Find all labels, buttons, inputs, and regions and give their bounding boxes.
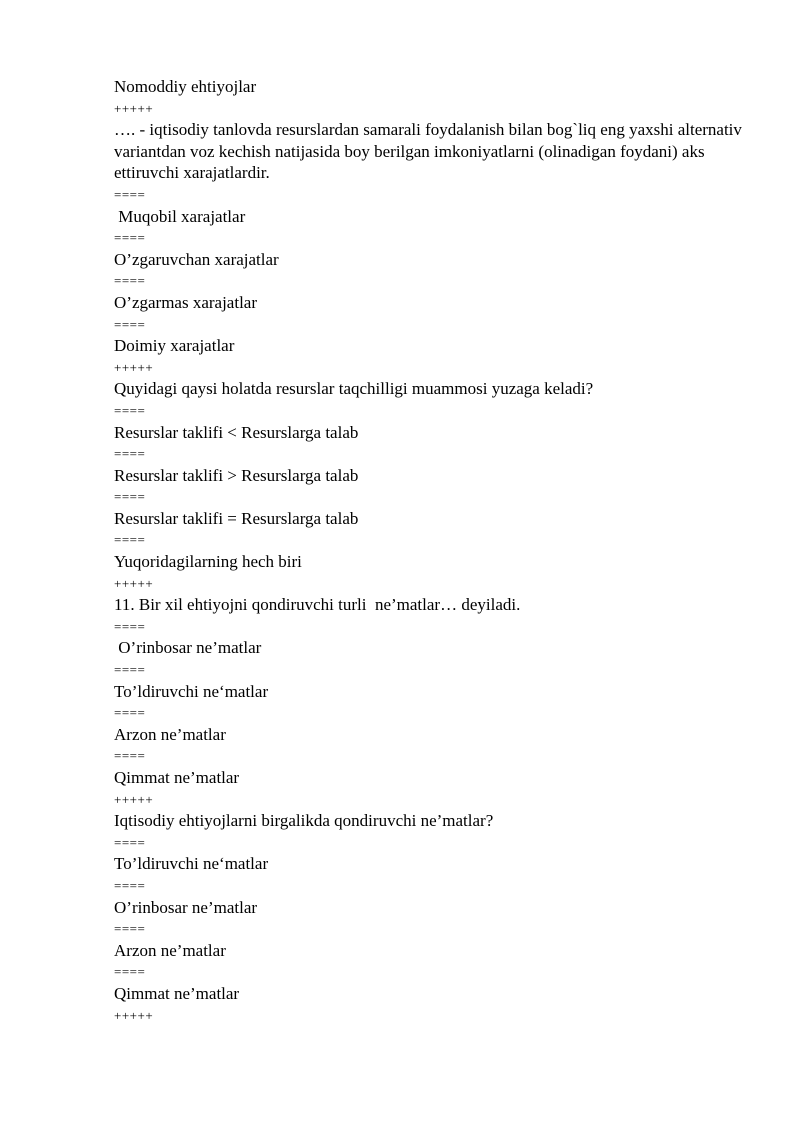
separator-line: ==== xyxy=(114,273,146,289)
separator-line: ==== xyxy=(114,834,146,850)
separator-line: +++++ xyxy=(114,1007,154,1023)
text-line: Iqtisodiy ehtiyojlarni birgalikda qondiruvchi ne’matlar? xyxy=(114,811,494,831)
separator-line: ==== xyxy=(114,532,146,548)
separator-line: ==== xyxy=(114,316,146,332)
separator-line: ==== xyxy=(114,877,146,893)
separator-line: +++++ xyxy=(114,791,154,807)
separator-line: ==== xyxy=(114,402,146,418)
text-line: Muqobil xarajatlar xyxy=(114,206,246,226)
document-page xyxy=(114,76,754,1026)
text-line: Resurslar taklifi < Resurslarga talab xyxy=(114,422,359,442)
text-line: Arzon ne’matlar xyxy=(114,724,226,744)
text-line: O’rinbosar ne’matlar xyxy=(114,897,258,917)
text-line: Resurslar taklifi = Resurslarga talab xyxy=(114,508,359,528)
separator-line: ==== xyxy=(114,618,146,634)
separator-line: +++++ xyxy=(114,575,154,591)
text-line: Nomoddiy ehtiyojlar xyxy=(114,77,257,96)
text-line: O’zgaruvchan xarajatlar xyxy=(114,249,279,269)
text-line: To’ldiruvchi ne‘matlar xyxy=(114,681,269,701)
question-paragraph: …. - iqtisodiy tanlovda resurslardan samarali foydalanish bilan bog`liq eng yaxshi alternativ variantdan voz kechish natijasida boy berilgan imkoniyatlarni (olinadigan foydani) aks ettiruvchi xarajatlardir. xyxy=(114,120,742,183)
separator-line: ==== xyxy=(114,489,146,505)
text-line: Arzon ne’matlar xyxy=(114,940,226,960)
text-line: To’ldiruvchi ne‘matlar xyxy=(114,854,269,874)
text-line: O’rinbosar ne’matlar xyxy=(114,638,262,658)
text-line: Doimiy xarajatlar xyxy=(114,336,235,356)
text-line: Qimmat ne’matlar xyxy=(114,983,240,1003)
separator-line: ==== xyxy=(114,748,146,764)
text-line: Quyidagi qaysi holatda resurslar taqchilligi muammosi yuzaga keladi? xyxy=(114,379,594,399)
separator-line: ==== xyxy=(114,921,146,937)
separator-line: ==== xyxy=(114,446,146,462)
separator-line: +++++ xyxy=(114,100,154,116)
text-line: O’zgarmas xarajatlar xyxy=(114,292,257,312)
separator-line: ==== xyxy=(114,964,146,980)
separator-line: ==== xyxy=(114,230,146,246)
text-line: Yuqoridagilarning hech biri xyxy=(114,552,302,572)
separator-line: ==== xyxy=(114,705,146,721)
separator-line: ==== xyxy=(114,186,146,202)
text-line: Qimmat ne’matlar xyxy=(114,768,240,787)
separator-line: +++++ xyxy=(114,359,154,375)
separator-line: ==== xyxy=(114,662,146,678)
text-line: 11. Bir xil ehtiyojni qondiruvchi turli ne’matlar… deyiladi. xyxy=(114,595,521,615)
text-line: Resurslar taklifi > Resurslarga talab xyxy=(114,465,359,485)
